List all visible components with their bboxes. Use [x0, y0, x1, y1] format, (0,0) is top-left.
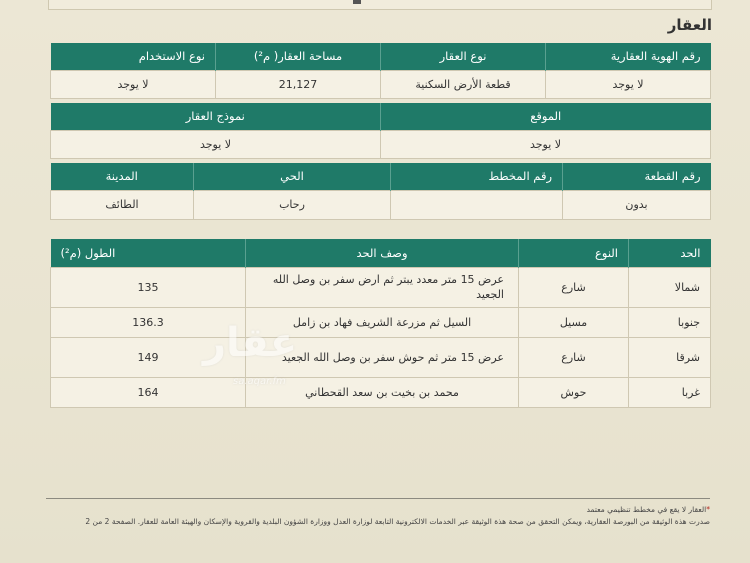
- table-row: [51, 337, 711, 377]
- value-usage-type: لا يوجد: [51, 70, 216, 98]
- boundary-side: جنوبا: [629, 307, 711, 337]
- table-row: [51, 377, 711, 407]
- footer-note-text: العقار لا يقع في مخطط تنظيمي معتمد: [586, 505, 707, 514]
- boundaries-table: [50, 239, 711, 408]
- location-table: [50, 103, 711, 159]
- boundary-type: حوش: [519, 377, 629, 407]
- boundary-side: شمالا: [629, 267, 711, 307]
- boundary-description: عرض 15 متر معدد يبتر ثم ارض سفر بن وصل الله الجعيد: [246, 267, 519, 307]
- boundary-length: 136.3: [51, 307, 246, 337]
- header-boundary-side: الحد: [629, 239, 711, 267]
- boundary-description: عرض 15 متر ثم حوش سفر بن وصل الله الجعيد: [246, 337, 519, 377]
- boundary-description: محمد بن بخيت بن سعد القحطاني: [246, 377, 519, 407]
- value-location: لا يوجد: [381, 130, 711, 158]
- header-district: الحي: [194, 163, 391, 190]
- previous-table-edge: [48, 0, 712, 10]
- header-property-area: مساحة العقار( م²): [216, 43, 381, 70]
- footer-note: [587, 505, 710, 514]
- value-property-model: لا يوجد: [51, 130, 381, 158]
- value-city: الطائف: [51, 190, 194, 219]
- boundary-length: 135: [51, 267, 246, 307]
- boundary-side: شرقا: [629, 337, 711, 377]
- header-city: المدينة: [51, 163, 194, 190]
- section-title: العقار: [667, 16, 712, 34]
- value-plan-number: [391, 190, 563, 219]
- boundary-type: شارع: [519, 267, 629, 307]
- header-boundary-description: وصف الحد: [246, 239, 519, 267]
- table-row: [51, 307, 711, 337]
- footer-divider: [46, 498, 710, 499]
- header-plot-number: رقم القطعة: [563, 163, 711, 190]
- boundary-length: 164: [51, 377, 246, 407]
- boundary-side: غربا: [629, 377, 711, 407]
- value-property-type: قطعة الأرض السكنية: [381, 70, 546, 98]
- header-location: الموقع: [381, 103, 711, 130]
- value-district: رحاب: [194, 190, 391, 219]
- watermark-domain: sa.aqar.fm: [233, 376, 286, 387]
- value-property-area: 21,127: [216, 70, 381, 98]
- plan-table: [50, 163, 711, 220]
- table-marker: [353, 0, 361, 4]
- boundary-description: السيل ثم مزرعة الشريف فهاد بن زامل: [246, 307, 519, 337]
- footer-disclaimer: صدرت هذة الوثيقة من البورصة العقارية، ويمكن التحقق من صحة هذة الوثيقة عبر الخدمات الالكترونية التابعة لوزارة العدل ووزارة الشؤون البلدية والقروية والإسكان والهيئة العامة للعقار. الصفحة 2 من 2: [85, 517, 710, 526]
- header-plan-number: رقم المخطط: [391, 163, 563, 190]
- property-table: [50, 43, 711, 99]
- header-boundary-type: النوع: [519, 239, 629, 267]
- header-property-id: رقم الهوية العقارية: [546, 43, 711, 70]
- value-plot-number: بدون: [563, 190, 711, 219]
- boundary-type: شارع: [519, 337, 629, 377]
- boundary-length: 149: [51, 337, 246, 377]
- table-row: [51, 267, 711, 307]
- value-property-id: لا يوجد: [546, 70, 711, 98]
- watermark-brand: عقار: [203, 320, 298, 366]
- header-boundary-length: الطول (م²): [51, 239, 246, 267]
- header-property-model: نموذج العقار: [51, 103, 381, 130]
- header-property-type: نوع العقار: [381, 43, 546, 70]
- boundary-type: مسيل: [519, 307, 629, 337]
- footer-note-star: *: [706, 505, 710, 514]
- header-usage-type: نوع الاستخدام: [51, 43, 216, 70]
